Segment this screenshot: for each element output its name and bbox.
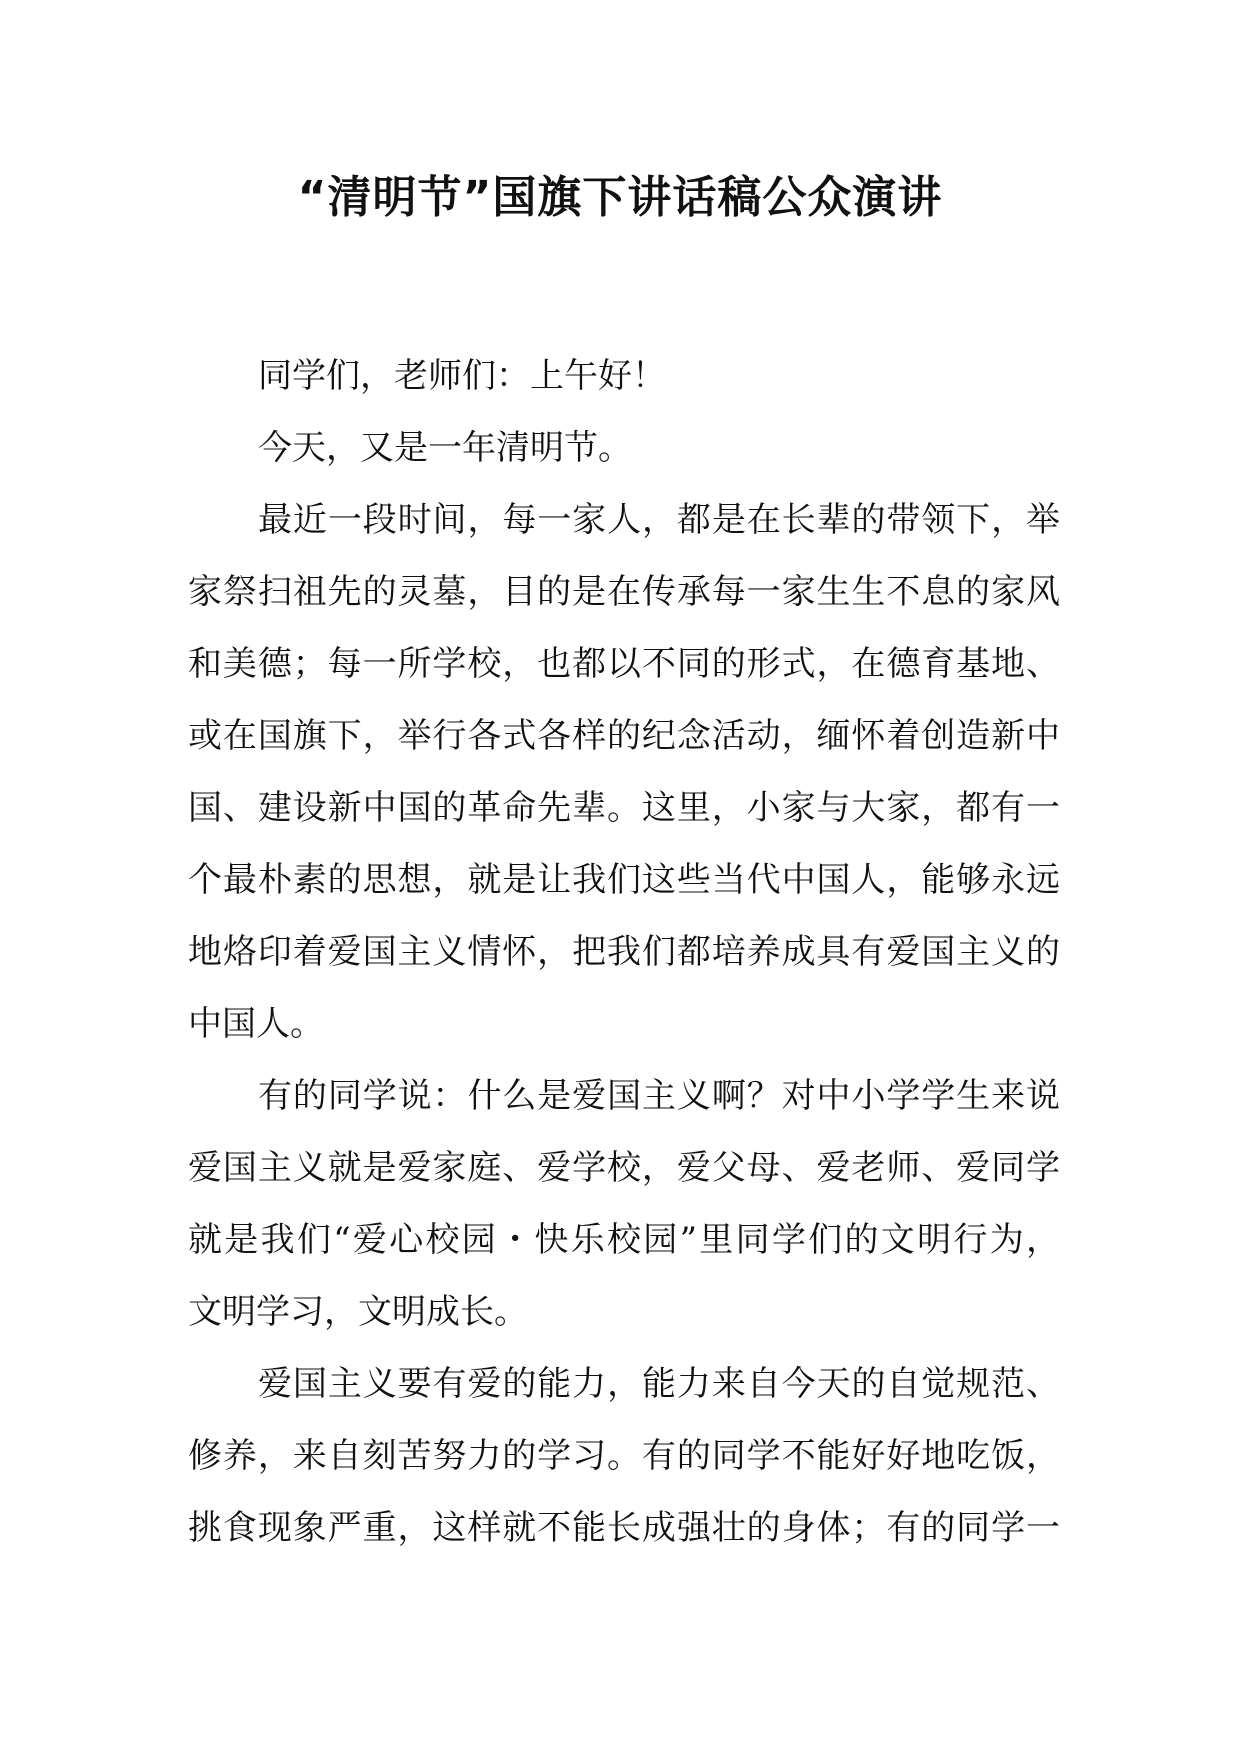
document-title: “清明节”国旗下讲话稿公众演讲 <box>297 172 943 223</box>
paragraph-greeting <box>188 340 1060 412</box>
text-line: 同学们，老师们：上午好！ <box>258 356 666 396</box>
document-body <box>188 340 1060 1564</box>
text-line: 挑食现象严重，这样就不能长成强壮的身体；有的同学一 <box>188 1508 1060 1548</box>
paragraph-intro <box>188 412 1060 484</box>
text-line: 个最朴素的思想，就是让我们这些当代中国人，能够永远 <box>188 860 1060 900</box>
text-line: 文明学习，文明成长。 <box>188 1292 528 1332</box>
text-line: 最近一段时间，每一家人，都是在长辈的带领下，举 <box>258 500 1060 540</box>
text-line: 有的同学说：什么是爱国主义啊？对中小学学生来说 <box>258 1076 1060 1116</box>
text-line: 或在国旗下，举行各式各样的纪念活动，缅怀着创造新中 <box>188 716 1060 756</box>
paragraph-family-school <box>188 484 1060 1060</box>
paragraph-what-is-patriotism <box>188 1060 1060 1348</box>
text-line: 地烙印着爱国主义情怀，把我们都培养成具有爱国主义的 <box>188 932 1060 972</box>
text-line: 今天，又是一年清明节。 <box>258 428 632 468</box>
text-line: 和美德；每一所学校，也都以不同的形式，在德育基地、 <box>188 644 1060 684</box>
text-line: 家祭扫祖先的灵墓，目的是在传承每一家生生不息的家风 <box>188 572 1060 612</box>
text-line: 爱国主义要有爱的能力，能力来自今天的自觉规范、 <box>258 1364 1060 1404</box>
text-line: 修养，来自刻苦努力的学习。有的同学不能好好地吃饭， <box>188 1436 1060 1476</box>
paragraph-ability-to-love <box>188 1348 1060 1564</box>
text-line: 中国人。 <box>188 1004 324 1044</box>
text-line: 国、建设新中国的革命先辈。这里，小家与大家，都有一 <box>188 788 1060 828</box>
text-line: 爱国主义就是爱家庭、爱学校，爱父母、爱老师、爱同学 <box>188 1148 1060 1188</box>
text-line: 就是我们“爱心校园・快乐校园”里同学们的文明行为， <box>188 1220 1060 1260</box>
